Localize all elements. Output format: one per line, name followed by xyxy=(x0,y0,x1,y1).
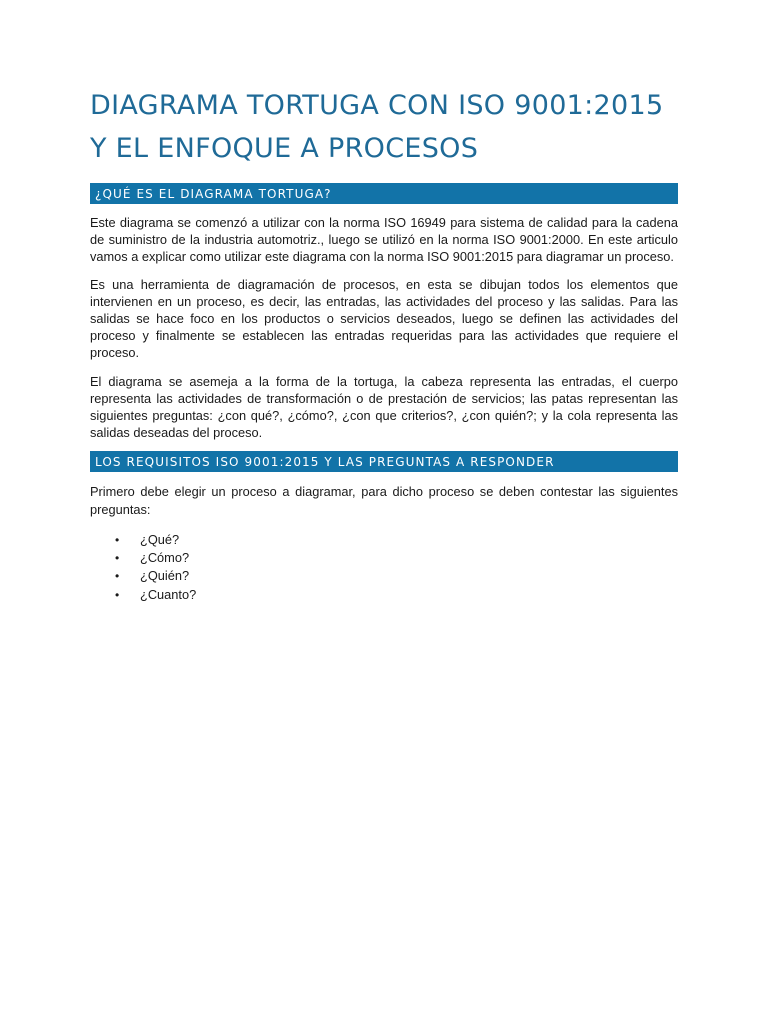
bullet-icon: • xyxy=(115,551,120,566)
document-page xyxy=(90,84,678,604)
bullet-icon: • xyxy=(115,569,120,584)
list-item xyxy=(90,567,678,585)
bullet-icon: • xyxy=(115,532,120,547)
list-item-text: ¿Qué? xyxy=(140,531,180,547)
bullet-icon: • xyxy=(115,587,120,602)
document-title: DIAGRAMA TORTUGA CON ISO 9001:2015 Y EL ENFOQUE A PROCESOS xyxy=(90,90,664,164)
section-heading-que-es: ¿QUÉ ES EL DIAGRAMA TORTUGA? xyxy=(90,183,678,204)
section-heading-requisitos: LOS REQUISITOS ISO 9001:2015 Y LAS PREGUNTAS A RESPONDER xyxy=(90,451,678,472)
paragraph-herramienta: Es una herramienta de diagramación de procesos, en esta se dibujan todos los elementos que intervienen en un proceso, es decir, las entradas, las actividades del proceso y las salidas. Para las salidas se hace foco en los productos o servicios deseados, luego se definen las actividades del proceso y finalmente se establecen las entradas requeridas para las actividades que requiere el proceso. xyxy=(90,276,678,361)
list-item xyxy=(90,549,678,567)
list-item-text: ¿Quién? xyxy=(140,568,190,584)
list-item-text: ¿Cómo? xyxy=(140,550,190,566)
list-item xyxy=(90,531,678,549)
questions-list xyxy=(90,531,678,604)
list-item-text: ¿Cuanto? xyxy=(140,586,197,602)
paragraph-origen: Este diagrama se comenzó a utilizar con la norma ISO 16949 para sistema de calidad para la cadena de suministro de la industria automotriz., luego se utilizó en la norma ISO 9001:2000. En este articulo vamos a explicar como utilizar este diagrama con la norma ISO 9001:2015 para diagramar un proceso. xyxy=(90,215,678,265)
paragraph-elegir-proceso: Primero debe elegir un proceso a diagramar, para dicho proceso se deben contestar las siguientes preguntas: xyxy=(90,484,678,517)
paragraph-forma-tortuga: El diagrama se asemeja a la forma de la tortuga, la cabeza representa las entradas, el cuerpo representa las actividades de transformación o de prestación de servicios; las patas representan las siguientes preguntas: ¿con qué?, ¿cómo?, ¿con que criterios?, ¿con quién?; y la cola representa las salidas deseadas del proceso. xyxy=(90,373,678,441)
list-item xyxy=(90,586,678,604)
